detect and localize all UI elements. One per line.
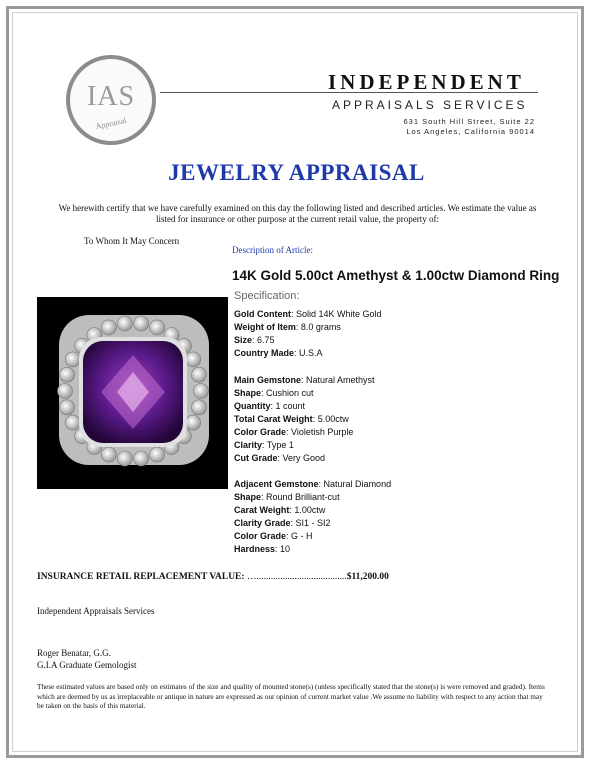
- address-line-2: Los Angeles, California 90014: [406, 127, 535, 136]
- signer-title: G.I.A Graduate Gemologist: [37, 660, 137, 670]
- spec-value: 1 count: [275, 401, 306, 411]
- recipient: To Whom It May Concern: [84, 236, 180, 246]
- description-label: Description of Article:: [232, 245, 313, 255]
- diamond-accent-icon: [194, 384, 209, 399]
- spec-line: [234, 426, 353, 439]
- diamond-accent-icon: [65, 415, 80, 430]
- spec-separator: :: [286, 531, 292, 541]
- spec-label: Clarity Grade: [234, 518, 291, 528]
- spec-line: [234, 400, 305, 413]
- spec-line: [234, 517, 331, 530]
- spec-value: 6.75: [257, 335, 275, 345]
- spec-separator: :: [290, 518, 296, 528]
- spec-label: Cut Grade: [234, 453, 278, 463]
- logo-letters: IAS: [86, 81, 136, 112]
- spec-value: U.S.A: [299, 348, 323, 358]
- spec-separator: :: [295, 322, 301, 332]
- diamond-accent-icon: [117, 316, 132, 331]
- spec-value: Very Good: [282, 453, 326, 463]
- replacement-value-row: [37, 572, 389, 582]
- spec-separator: :: [286, 427, 292, 437]
- spec-value: 5.00ctw: [317, 414, 349, 424]
- spec-value: G - H: [291, 531, 313, 541]
- spec-value: 8.0 grams: [300, 322, 341, 332]
- company-subtitle: APPRAISALS SERVICES: [332, 98, 528, 112]
- spec-value: Solid 14K White Gold: [296, 309, 382, 319]
- spec-line: [234, 347, 323, 360]
- diamond-accent-icon: [150, 320, 165, 335]
- signer-name: Roger Benatar, G.G.: [37, 648, 111, 658]
- spec-value: Type 1: [266, 440, 294, 450]
- disclaimer: These estimated values are based only on estimates of the size and quality of mounted stone(s) (unless specifically stated that the stone(s) is were removed and graded). Items which are deemed by us as irreplaceable or antique in nature are expressed as our opinion of current market value .We assume no liability with respect to any action that may be taken on the basis of this material.: [37, 682, 545, 710]
- spec-value: 10: [280, 544, 291, 554]
- spec-separator: :: [261, 388, 267, 398]
- amethyst-ring-photo-icon: [37, 297, 228, 489]
- company-name: INDEPENDENT: [328, 70, 525, 94]
- specification-label: Specification:: [234, 290, 300, 302]
- diamond-accent-icon: [65, 352, 80, 367]
- diamond-accent-icon: [101, 447, 116, 462]
- spec-value: SI1 - SI2: [295, 518, 331, 528]
- spec-line: [234, 334, 275, 347]
- spec-separator: :: [291, 309, 297, 319]
- spec-label: Carat Weight: [234, 505, 290, 515]
- spec-line: [234, 387, 314, 400]
- spec-value: Natural Amethyst: [306, 375, 375, 385]
- spec-line: [234, 374, 375, 387]
- spec-value: 1.00ctw: [294, 505, 326, 515]
- address-line-1: 631 South Hill Street, Suite 22: [403, 117, 535, 126]
- spec-line: [234, 504, 325, 517]
- value-amount: $11,200.00: [346, 572, 389, 582]
- spec-value: Violetish Purple: [291, 427, 354, 437]
- spec-separator: :: [289, 505, 295, 515]
- spec-separator: :: [261, 492, 267, 502]
- spec-line: [234, 478, 391, 491]
- spec-separator: :: [270, 401, 276, 411]
- diamond-accent-icon: [192, 400, 207, 415]
- spec-separator: :: [301, 375, 307, 385]
- spec-label: Size: [234, 335, 253, 345]
- spec-line: [234, 543, 290, 556]
- value-dots: …......................................: [246, 572, 347, 582]
- diamond-accent-icon: [134, 451, 149, 466]
- diamond-accent-icon: [134, 316, 149, 331]
- spec-label: Country Made: [234, 348, 295, 358]
- diamond-accent-icon: [186, 352, 201, 367]
- spec-separator: :: [277, 453, 283, 463]
- spec-separator: :: [294, 348, 300, 358]
- spec-line: [234, 491, 340, 504]
- diamond-accent-icon: [192, 367, 207, 382]
- spec-separator: :: [312, 414, 318, 424]
- diamond-accent-icon: [60, 367, 75, 382]
- diamond-accent-icon: [186, 415, 201, 430]
- spec-value: Natural Diamond: [323, 479, 392, 489]
- spec-line: [234, 530, 313, 543]
- company-logo: [66, 55, 156, 145]
- spec-line: [234, 439, 294, 452]
- certification-statement: We herewith certify that we have carefully examined on this day the following listed and described articles. We estimate the value as listed for insurance or other purpose at the current retail value, the property of:: [58, 203, 537, 224]
- spec-line: [234, 452, 325, 465]
- spec-label: Color Grade: [234, 427, 287, 437]
- spec-label: Clarity: [234, 440, 263, 450]
- spec-label: Main Gemstone: [234, 375, 302, 385]
- spec-separator: :: [275, 544, 281, 554]
- company-footer: Independent Appraisals Services: [37, 606, 155, 616]
- diamond-accent-icon: [60, 400, 75, 415]
- spec-separator: :: [262, 440, 267, 450]
- spec-label: Gold Content: [234, 309, 291, 319]
- spec-separator: :: [318, 479, 324, 489]
- diamond-accent-icon: [58, 384, 73, 399]
- ring-photo: [37, 297, 228, 489]
- item-title: 14K Gold 5.00ct Amethyst & 1.00ctw Diamond Ring: [232, 268, 560, 283]
- spec-line: [234, 413, 349, 426]
- spec-label: Weight of Item: [234, 322, 296, 332]
- spec-label: Color Grade: [234, 531, 287, 541]
- diamond-accent-icon: [150, 447, 165, 462]
- document-title: JEWELRY APPRAISAL: [168, 160, 425, 185]
- value-label: INSURANCE RETAIL REPLACEMENT VALUE:: [37, 572, 245, 582]
- spec-label: Shape: [234, 492, 262, 502]
- diamond-accent-icon: [101, 320, 116, 335]
- spec-separator: :: [252, 335, 258, 345]
- spec-line: [234, 308, 382, 321]
- logo-subtext: Appraisal: [94, 115, 128, 132]
- spec-value: Cushion cut: [266, 388, 314, 398]
- spec-label: Shape: [234, 388, 262, 398]
- spec-value: Round Brilliant-cut: [266, 492, 340, 502]
- spec-label: Total Carat Weight: [234, 414, 313, 424]
- spec-label: Quantity: [234, 401, 271, 411]
- spec-label: Hardness: [234, 544, 276, 554]
- spec-label: Adjacent Gemstone: [234, 479, 319, 489]
- spec-line: [234, 321, 341, 334]
- diamond-accent-icon: [117, 451, 132, 466]
